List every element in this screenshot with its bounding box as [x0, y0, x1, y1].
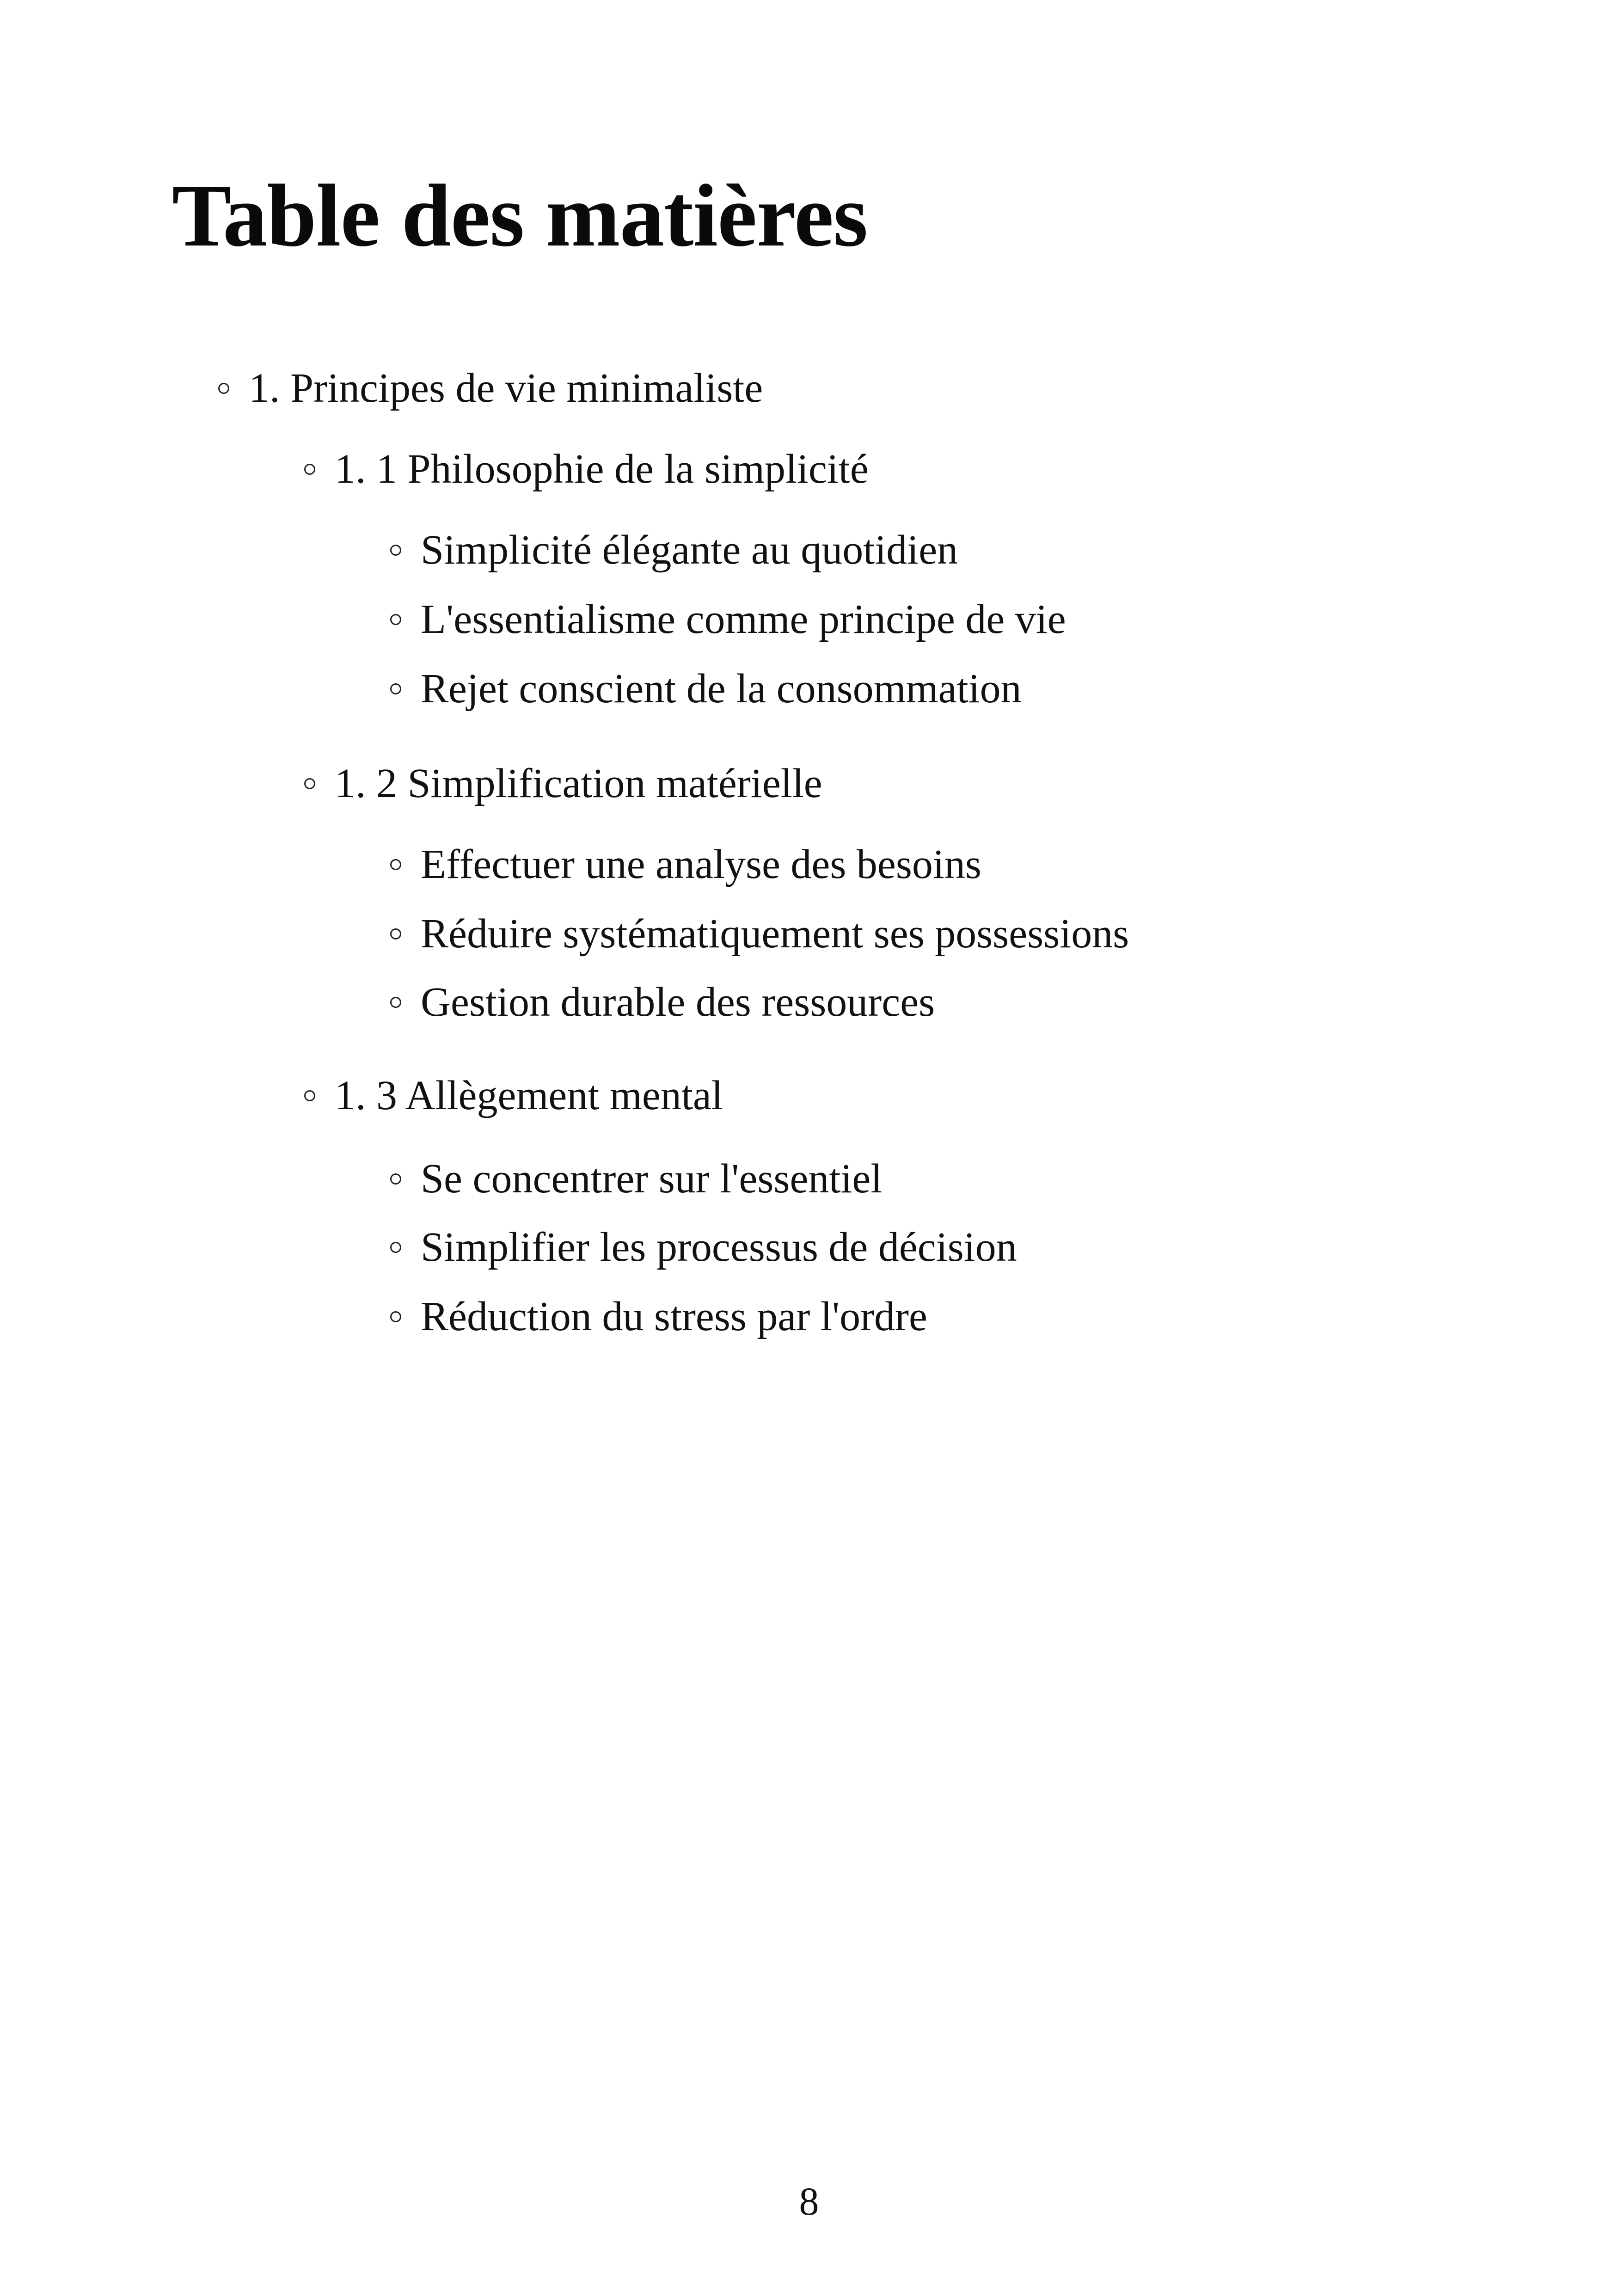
page-number: 8: [799, 2179, 819, 2223]
toc-entry-text: Simplifier les processus de décision: [421, 1224, 1017, 1270]
toc-entry-text: Se concentrer sur l'essentiel: [421, 1156, 883, 1202]
hollow-circle-bullet-icon: [304, 1090, 315, 1101]
toc-entry-text: Réduction du stress par l'ordre: [421, 1294, 927, 1339]
toc-entry-text: 1. 3 Allègement mental: [335, 1073, 723, 1118]
toc-entry-text: 1. 1 Philosophie de la simplicité: [335, 446, 869, 492]
hollow-circle-bullet-icon: [390, 928, 401, 939]
toc-entry-level3: [390, 1224, 1017, 1273]
toc-entry-level3: [390, 979, 935, 1028]
toc-entry-text: Effectuer une analyse des besoins: [421, 841, 981, 887]
hollow-circle-bullet-icon: [390, 1173, 401, 1185]
hollow-circle-bullet-icon: [390, 1311, 401, 1322]
hollow-circle-bullet-icon: [218, 383, 229, 394]
toc-entry-level3: [390, 1296, 927, 1342]
hollow-circle-bullet-icon: [304, 464, 315, 475]
hollow-circle-bullet-icon: [390, 545, 401, 556]
toc-entry-text: 1. Principes de vie minimaliste: [249, 365, 763, 411]
toc-entry-text: Rejet conscient de la consommation: [421, 666, 1022, 712]
hollow-circle-bullet-icon: [390, 614, 401, 625]
toc-entry-level3: [390, 913, 1129, 959]
toc-entry-level1: [218, 365, 763, 414]
hollow-circle-bullet-icon: [390, 683, 401, 694]
page-title: Table des matières: [172, 166, 868, 265]
toc-entry-level3: [390, 596, 1066, 645]
hollow-circle-bullet-icon: [390, 859, 401, 870]
toc-entry-text: 1. 2 Simplification matérielle: [335, 761, 822, 806]
toc-entry-text: Simplicité élégante au quotidien: [421, 527, 958, 573]
toc-entry-level2: [304, 1075, 723, 1121]
toc-entry-text: L'essentialisme comme principe de vie: [421, 596, 1066, 642]
toc-entry-text: Réduire systématiquement ses possessions: [421, 911, 1129, 957]
toc-entry-text: Gestion durable des ressources: [421, 979, 935, 1025]
hollow-circle-bullet-icon: [304, 778, 315, 789]
toc-entry-level2: [304, 448, 869, 495]
hollow-circle-bullet-icon: [390, 1242, 401, 1253]
toc-entry-level3: [390, 841, 981, 890]
toc-entry-level3: [390, 529, 958, 576]
toc-entry-level2: [304, 763, 822, 809]
toc-entry-level3: [390, 1158, 882, 1204]
hollow-circle-bullet-icon: [390, 997, 401, 1008]
toc-entry-level3: [390, 668, 1022, 714]
